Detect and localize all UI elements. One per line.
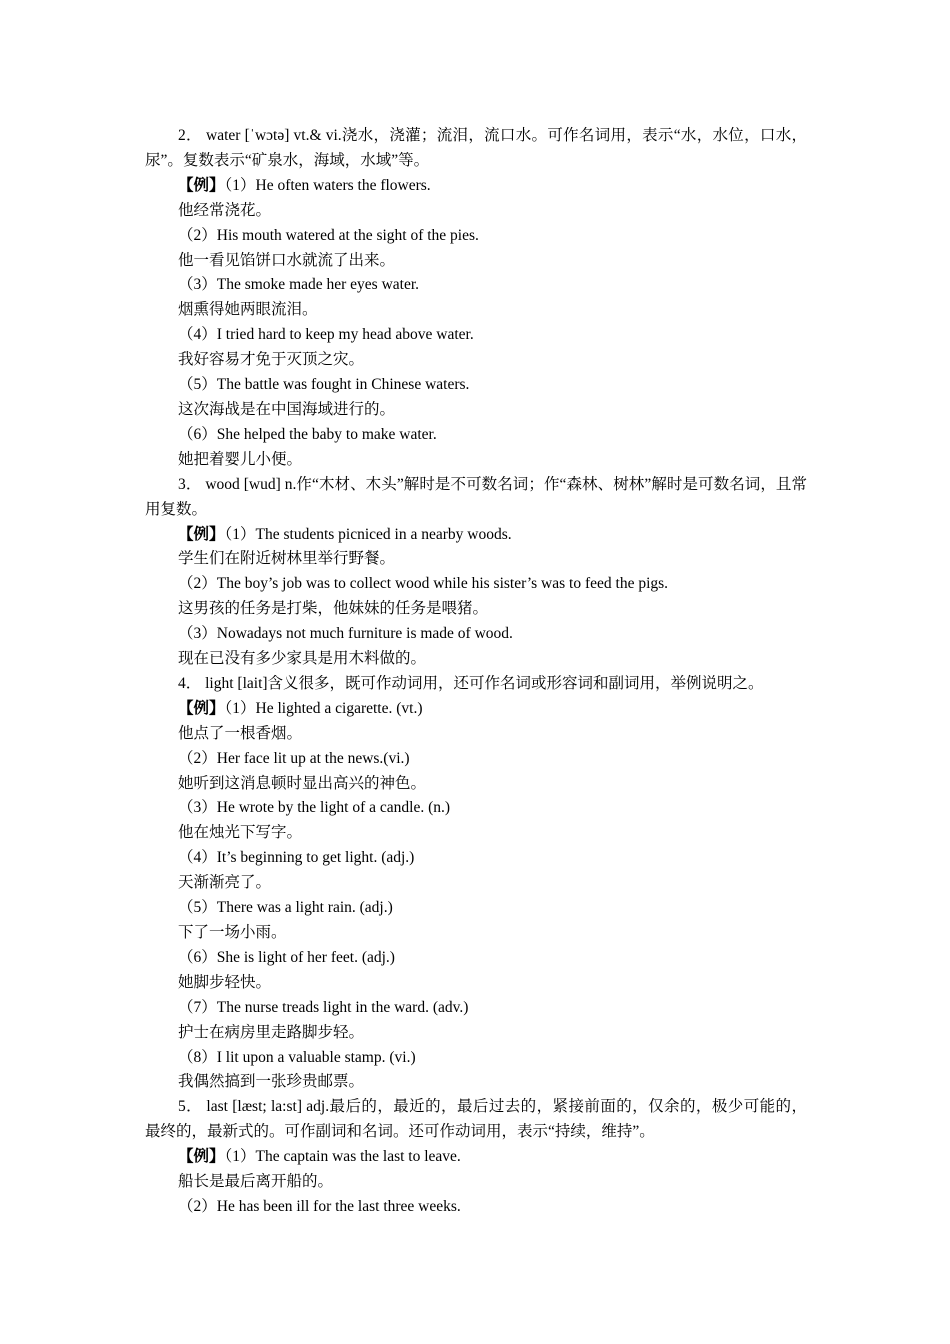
example-zh: 护士在病房里走路脚步轻。	[178, 1023, 365, 1041]
example-zh: 船长是最后离开船的。	[178, 1173, 334, 1191]
example-line	[145, 697, 807, 722]
example-zh: 这次海战是在中国海域进行的。	[178, 400, 396, 418]
example-en: （2）Her face lit up at the news.(vi.)	[178, 749, 410, 767]
example-en: （7）The nurse treads light in the ward. (adv.)	[178, 998, 469, 1016]
example-en: （2）He has been ill for the last three weeks.	[178, 1197, 461, 1215]
example-zh: 现在已没有多少家具是用木料做的。	[178, 650, 427, 668]
example-en: （1）He lighted a cigarette. (vt.)	[224, 699, 423, 717]
example-zh: 她听到这消息顿时显出高兴的神色。	[178, 774, 427, 792]
example-zh: 下了一场小雨。	[178, 924, 287, 941]
example-en: （4）I tried hard to keep my head above water.	[178, 326, 474, 344]
example-en: （3）The smoke made her eyes water.	[178, 276, 420, 294]
example-zh: 他点了一根香烟。	[178, 724, 303, 742]
example-en: （2）His mouth watered at the sight of the pies.	[178, 226, 479, 244]
example-line	[145, 1145, 807, 1170]
example-zh: 她脚步轻快。	[178, 973, 272, 991]
example-en: （1）The students picniced in a nearby woods.	[224, 525, 512, 543]
example-en: （5）There was a light rain. (adj.)	[178, 899, 393, 917]
entry-heading-last: 5． last [læst; la:st] adj.最后的，最近的，最后过去的，紧接前面的，仅余的，极少可能的，最终的，最新式的。可作副词和名词。还可作动词用，表示“持续，维持”。	[145, 1098, 807, 1141]
example-zh: 她把着婴儿小便。	[178, 450, 303, 468]
example-tag: 【例】	[178, 176, 225, 194]
example-en: （1）The captain was the last to leave.	[224, 1148, 461, 1166]
example-zh: 他在烛光下写字。	[178, 824, 303, 842]
example-en: （2）The boy’s job was to collect wood while his sister’s was to feed the pigs.	[178, 575, 669, 593]
example-zh: 我偶然搞到一张珍贵邮票。	[178, 1073, 365, 1091]
example-en: （8）I lit upon a valuable stamp. (vi.)	[178, 1048, 416, 1066]
example-en: （1）He often waters the flowers.	[224, 176, 431, 194]
entry-heading-water: 2． water [ˈwɔtə] vt.& vi.浇水，浇灌；流泪，流口水。可作名词用，表示“水，水位，口水，尿”。复数表示“矿泉水，海域，水域”等。	[145, 127, 807, 169]
example-zh: 他一看见馅饼口水就流了出来。	[178, 251, 396, 269]
example-zh: 天渐渐亮了。	[178, 874, 272, 892]
document-body	[145, 124, 807, 1220]
example-en: （3）Nowadays not much furniture is made of wood.	[178, 625, 513, 643]
example-en: （6）She is light of her feet. (adj.)	[178, 948, 395, 966]
example-en: （3）He wrote by the light of a candle. (n.)	[178, 799, 451, 817]
example-zh: 我好容易才免于灭顶之灾。	[178, 351, 365, 369]
example-zh: 他经常浇花。	[178, 201, 272, 219]
example-tag: 【例】	[178, 1148, 225, 1166]
example-en: （5）The battle was fought in Chinese waters.	[178, 376, 470, 394]
example-zh: 学生们在附近树林里举行野餐。	[178, 550, 396, 568]
entry-heading-light: 4． light [lait]含义很多，既可作动词用，还可作名词或形容词和副词用，举例说明之。	[178, 674, 764, 692]
example-en: （4）It’s beginning to get light. (adj.)	[178, 849, 415, 867]
example-en: （6）She helped the baby to make water.	[178, 425, 437, 443]
example-zh: 烟熏得她两眼流泪。	[178, 301, 318, 319]
entry-heading-wood: 3． wood [wud] n.作“木材、木头”解时是不可数名词；作“森林、树林”解时是可数名词，且常用复数。	[145, 475, 807, 518]
example-line	[145, 523, 807, 548]
example-tag: 【例】	[178, 699, 225, 717]
example-tag: 【例】	[178, 525, 225, 543]
example-line	[145, 174, 807, 199]
example-zh: 这男孩的任务是打柴，他妹妹的任务是喂猪。	[178, 600, 489, 618]
